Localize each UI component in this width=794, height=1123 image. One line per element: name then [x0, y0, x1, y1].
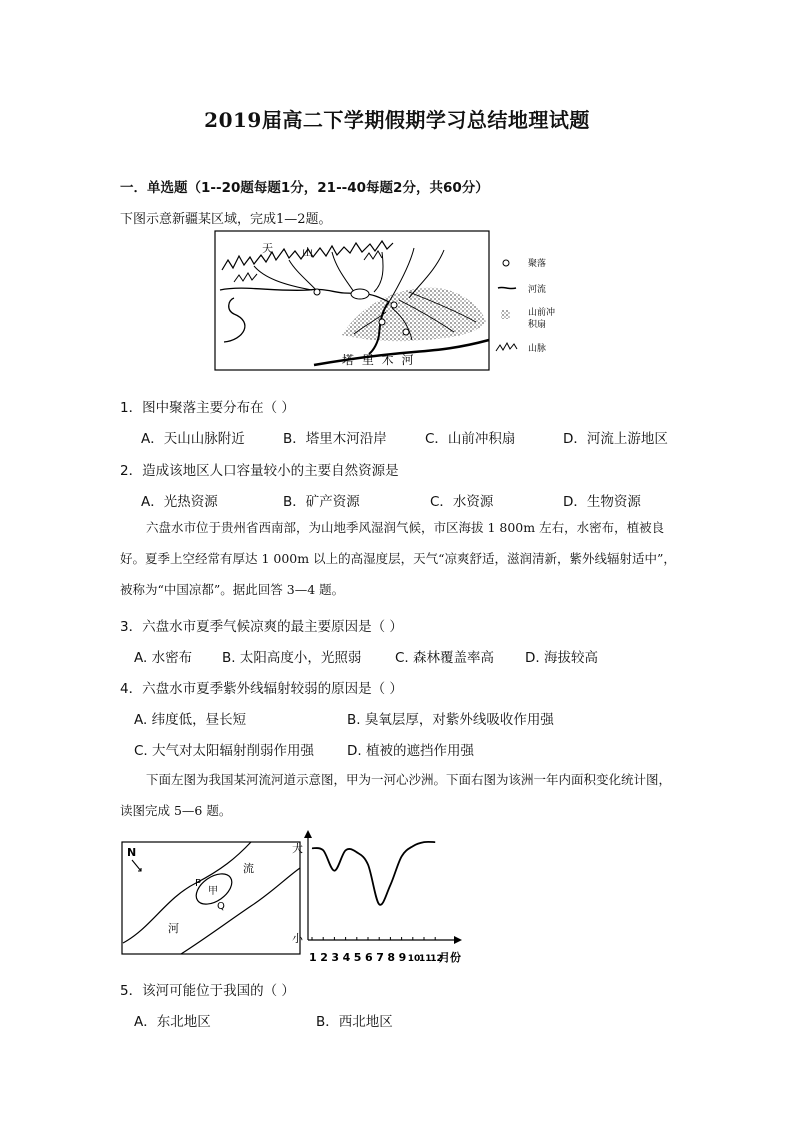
legend-alluvial-label-1: 山前冲 — [528, 308, 556, 318]
legend-alluvial-label-2: 积扇 — [528, 320, 547, 330]
settlement-marker — [351, 289, 369, 299]
x-tick-label: 11 — [419, 954, 432, 964]
question-4: 4．六盘水市夏季紫外线辐射较弱的原因是（ ） — [120, 681, 403, 697]
mountain-label: 天 — [262, 242, 273, 255]
q1-option-a: A．天山山脉附近 — [141, 431, 245, 447]
q4-option-a: A. 纬度低，昼长短 — [134, 712, 247, 728]
x-tick-label: 3 — [331, 951, 340, 964]
q3-option-a: A. 水密布 — [134, 650, 193, 666]
x-tick-label: 1 — [309, 951, 317, 964]
passage-river-island: 下面左图为我国某河流河道示意图，甲为一河心沙洲。下面右图为该洲一年内面积变化统计图，读图完成 5—6 题。 — [120, 772, 672, 818]
legend-mountain-icon — [496, 343, 517, 351]
x-tick-label: 8 — [387, 951, 396, 964]
x-tick-label: 10 — [407, 954, 421, 964]
settlement-marker — [379, 319, 385, 325]
y-axis-top-label: 大 — [292, 842, 303, 855]
flow-label: 流 — [243, 862, 254, 875]
legend-settlement-icon — [503, 260, 509, 266]
river-label: 塔 里 木 河 — [342, 353, 416, 367]
section-heading: 一．单选题（1--20题每题1分，21--40每题2分，共60分） — [120, 180, 489, 196]
q4-option-c: C. 大气对太阳辐射削弱作用强 — [134, 743, 315, 759]
q1-option-d: D．河流上游地区 — [563, 431, 668, 447]
settlement-marker — [391, 302, 397, 308]
q4-option-b: B. 臭氧层厚，对紫外线吸收作用强 — [347, 712, 554, 728]
x-axis-arrow — [454, 936, 462, 944]
river-channel-figure — [121, 838, 301, 960]
river-char-label: 河 — [168, 922, 179, 935]
q3-option-d: D. 海拔较高 — [525, 650, 598, 666]
x-tick-label: 5 — [353, 951, 362, 964]
legend-river-label: 河流 — [528, 285, 547, 295]
x-tick-label: 6 — [365, 951, 373, 964]
question-5: 5．该河可能位于我国的（ ） — [120, 983, 295, 999]
q2-option-a: A．光热资源 — [141, 494, 218, 510]
x-axis-unit-label: 月份 — [439, 951, 461, 964]
x-tick-label: 9 — [398, 951, 407, 964]
q5-option-a: A．东北地区 — [134, 1014, 211, 1030]
x-tick-label: 12 — [430, 954, 443, 964]
question-2: 2．造成该地区人口容量较小的主要自然资源是 — [120, 463, 399, 479]
area-series-line — [312, 842, 435, 905]
xinjiang-map-figure — [214, 230, 574, 372]
q5-option-b: B．西北地区 — [316, 1014, 393, 1030]
legend-alluvial-icon — [501, 310, 510, 319]
x-tick-label: 4 — [342, 951, 351, 964]
q2-option-c: C．水资源 — [430, 494, 494, 510]
settlement-marker — [314, 289, 320, 295]
mountain-label: 山 — [302, 246, 313, 259]
legend-settlement-label: 聚落 — [528, 259, 547, 269]
y-axis-bottom-label: 小 — [292, 932, 303, 945]
q2-option-b: B．矿产资源 — [283, 494, 360, 510]
x-tick-label: 7 — [376, 951, 384, 964]
q3-option-c: C. 森林覆盖率高 — [395, 650, 495, 666]
settlement-marker — [403, 329, 409, 335]
q1-option-b: B．塔里木河沿岸 — [283, 431, 387, 447]
legend-mountain-label: 山脉 — [528, 344, 547, 354]
north-label: N — [127, 846, 137, 859]
q1-option-c: C．山前冲积扇 — [425, 431, 516, 447]
point-q-label: Q — [217, 901, 225, 912]
jia-label: 甲 — [208, 886, 218, 897]
passage-liupanshui: 六盘水市位于贵州省西南部，为山地季风湿润气候，市区海拔 1 800m 左右，水密布，植被良好。夏季上空经常有厚达 1 000m 以上的高湿度层，天气“凉爽舒适，滋润清新，紫外线辐射适中”，被称为“中国凉都”。据此回答 3—4 题。 — [120, 520, 676, 597]
question-3: 3．六盘水市夏季气候凉爽的最主要原因是（ ） — [120, 619, 403, 635]
area-change-chart — [288, 826, 468, 968]
page-title: 2019届高二下学期假期学习总结地理试题 — [204, 108, 590, 132]
q3-option-b: B. 太阳高度小，光照弱 — [222, 650, 362, 666]
intro-text-1: 下图示意新疆某区域，完成1—2题。 — [120, 212, 332, 227]
q2-option-d: D．生物资源 — [563, 494, 641, 510]
legend-river-icon — [498, 287, 516, 288]
x-tick-label: 2 — [320, 951, 328, 964]
point-p-label: P — [195, 878, 202, 889]
y-axis-arrow — [304, 830, 312, 838]
q4-option-d: D. 植被的遮挡作用强 — [347, 743, 474, 759]
question-1: 1．图中聚落主要分布在（ ） — [120, 400, 295, 416]
